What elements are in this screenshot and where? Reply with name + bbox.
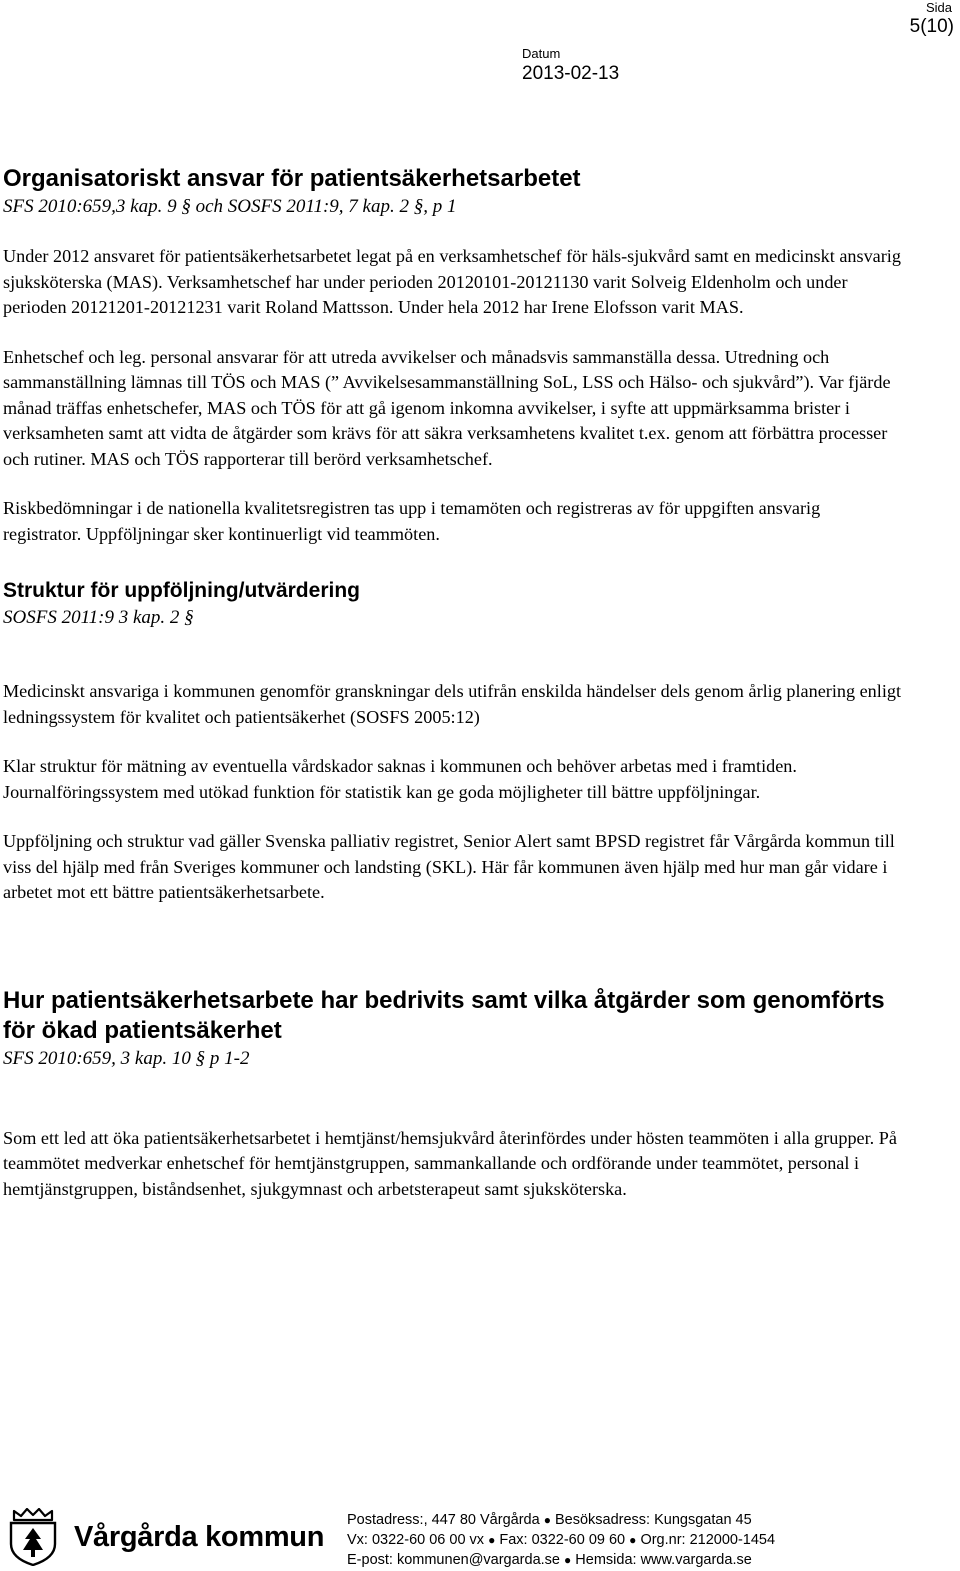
- separator-dot-icon: ●: [629, 1533, 637, 1547]
- section2-paragraph-1: Medicinskt ansvariga i kommunen genomför granskningar dels utifrån enskilda händelser dels genom årlig planering enligt ledningssystem för kvalitet och patientsäkerhet (SOSFS 2005:12): [3, 681, 902, 727]
- contact-line-3: [347, 1550, 775, 1570]
- contact-info: [347, 1510, 775, 1570]
- page-number-label: Sida: [925, 0, 952, 15]
- separator-dot-icon: ●: [488, 1533, 496, 1547]
- visiting-address-label: Besöksadress:: [554, 1512, 651, 1528]
- municipality-logo: [6, 1508, 324, 1566]
- switchboard-phone: Vx: 0322-60 06 00 vx: [347, 1532, 485, 1548]
- section3-paragraph-1: Som ett led att öka patientsäkerhetsarbetet i hemtjänst/hemsjukvård återinfördes under hösten teammöten i alla grupper. På teammötet medverkar enhetschef för hemtjänstgruppen, sammankallande och ordförande under teammötet, personal i hemtjänstgruppen, biståndsenhet, sjukgymnast och arbetsterapeut samt sjuksköterska.: [3, 1127, 897, 1199]
- page-footer: [0, 1504, 960, 1571]
- separator-dot-icon: ●: [543, 1513, 551, 1527]
- section3-title: Hur patientsäkerhetsarbete har bedrivits samt vilka åtgärder som genomförts för ökad patientsäkerhet: [3, 986, 885, 1044]
- section1-title: Organisatoriskt ansvar för patientsäkerhetsarbetet: [3, 165, 581, 192]
- visiting-address: Kungsgatan 45: [654, 1512, 752, 1528]
- section2-title: Struktur för uppföljning/utvärdering: [3, 579, 360, 602]
- section1-reference: SFS 2010:659,3 kap. 9 § och SOSFS 2011:9, 7 kap. 2 §, p 1: [3, 196, 457, 217]
- date-value: 2013-02-13: [522, 63, 620, 84]
- contact-line-1: [347, 1510, 775, 1530]
- section2-paragraph-2: Klar struktur för mätning av eventuella vårdskador saknas i kommunen och behöver arbetas med i framtiden. Journalföringssystem med utökad funktion för statistik kan ge goda möjligheter till bättre uppföljningar.: [3, 756, 797, 802]
- section2-reference: SOSFS 2011:9 3 kap. 2 §: [3, 607, 194, 628]
- postal-address-label: Postadress:: [347, 1512, 424, 1528]
- section1-paragraph-2: Enhetschef och leg. personal ansvarar för att utreda avvikelser och månadsvis sammanställa dessa. Utredning och sammanställning lämnas till TÖS och MAS (” Avvikelsesammanställning SoL, LSS och Hälso- och sjukvård”). Var fjärde månad träffas enhetschefer, MAS och TÖS för att gå igenom inkomna avvikelser, i syfte att uppmärksamma brister i verksamheten samt att vidta de åtgärder som krävs för att säkra verksamhetens kvalitet t.ex. genom att förbättra processer och rutiner. MAS och TÖS rapporterar till berörd verksamhetschef.: [3, 346, 891, 469]
- separator-dot-icon: ●: [564, 1553, 572, 1567]
- email-address[interactable]: E-post: kommunen@vargarda.se: [347, 1552, 560, 1568]
- fax-number: Fax: 0322-60 09 60: [499, 1532, 626, 1548]
- section1-paragraph-3: Riskbedömningar i de nationella kvalitetsregistren tas upp i temamöten och registreras av för uppgiften ansvarig registrator. Uppföljningar sker kontinuerligt vid teammöten.: [3, 498, 821, 544]
- logo-text: Vårgårda kommun: [74, 1520, 325, 1553]
- document-body: [3, 164, 903, 1202]
- section1-paragraph-1: Under 2012 ansvaret för patientsäkerhetsarbetet legat på en verksamhetschef för häls-sjukvård samt en medicinskt ansvarig sjuksköterska (MAS). Verksamhetschef har under perioden 20120101-20121130 varit Solveig Eldenholm och under perioden 20121201-20121231 varit Roland Mattsson. Under hela 2012 har Irene Elofsson varit MAS.: [3, 246, 901, 317]
- page-number: 5(10): [909, 16, 954, 37]
- website-link[interactable]: Hemsida: www.vargarda.se: [575, 1552, 752, 1568]
- postal-address: , 447 80 Vårgårda: [423, 1512, 540, 1528]
- coat-of-arms-icon: [6, 1508, 60, 1566]
- section2-paragraph-3: Uppföljning och struktur vad gäller Svenska palliativ registret, Senior Alert samt BPSD registret får Vårgårda kommun till viss del hjälp med från Sveriges kommuner och landsting (SKL). Här får kommunen även hjälp med hur man går vidare i arbetet mot ett bättre patientsäkerhetsarbete.: [3, 831, 895, 902]
- org-number: Org.nr: 212000-1454: [640, 1532, 776, 1548]
- contact-line-2: [347, 1530, 775, 1550]
- date-label: Datum: [522, 46, 561, 61]
- section3-reference: SFS 2010:659, 3 kap. 10 § p 1-2: [3, 1047, 250, 1069]
